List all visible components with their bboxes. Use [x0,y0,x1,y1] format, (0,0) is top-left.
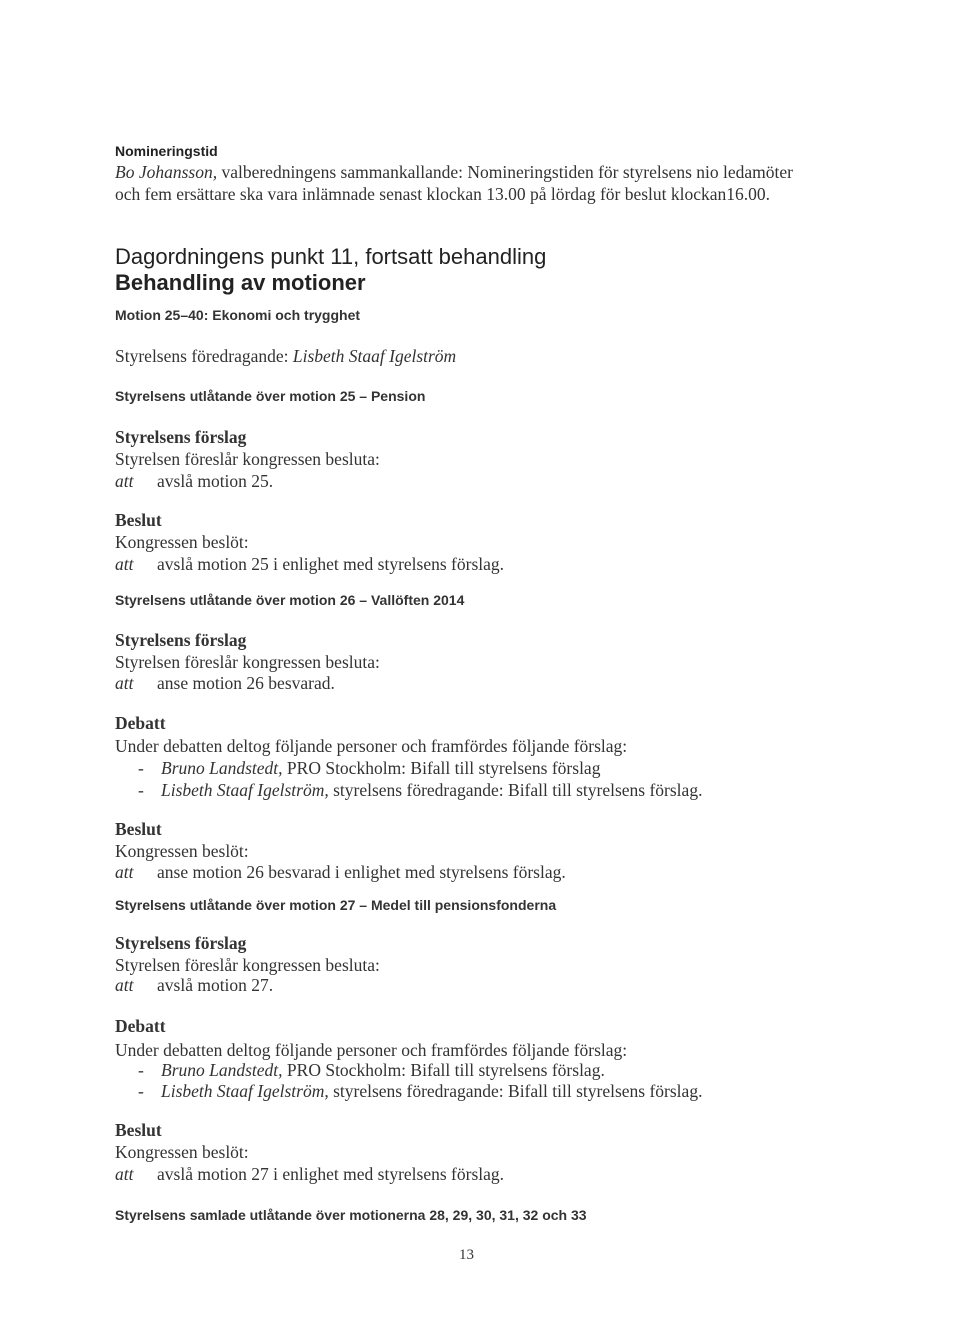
motion-27-debatt-item [138,1060,605,1081]
motion-25-beslut-intro: Kongressen beslöt: [115,532,249,552]
motion-25-beslut-att [115,554,504,575]
page-number: 13 [459,1247,474,1263]
att-label: att [115,471,134,491]
motion-26-forslag-att [115,673,335,694]
motion-27-debatt-heading: Debatt [115,1016,166,1036]
motion-26-beslut-intro: Kongressen beslöt: [115,841,249,861]
motion-27-beslut-att [115,1164,504,1185]
motion-25-heading: Styrelsens utlåtande över motion 25 – Pension [115,388,426,404]
att-text: anse motion 26 besvarad. [157,673,335,693]
speaker-name: Bo Johansson, [115,162,218,182]
motion-26-forslag-heading: Styrelsens förslag [115,630,247,650]
nominering-heading: Nomineringstid [115,143,218,159]
speaker-text: styrelsens föredragande: Bifall till styrelsens förslag. [328,1081,703,1101]
att-label: att [115,975,134,995]
presenter-line [115,346,456,367]
motion-group-subtitle: Motion 25–40: Ekonomi och trygghet [115,307,361,323]
motion-27-forslag-att [115,975,273,996]
motion-25-forslag-att [115,471,273,492]
motion-26-beslut-att [115,862,566,883]
speaker-text: PRO Stockholm: Bifall till styrelsens förslag [282,758,601,778]
nominering-line-1 [115,162,793,183]
list-dash: - [138,758,144,778]
nominering-line-2: och fem ersättare ska vara inlämnade senast klockan 13.00 på lördag för beslut klockan16.00. [115,184,771,204]
speaker-name: Lisbeth Staaf Igelström, [161,780,329,800]
att-text: avslå motion 25 i enlighet med styrelsens förslag. [157,554,505,574]
att-label: att [115,1164,134,1184]
motion-27-beslut-intro: Kongressen beslöt: [115,1142,249,1162]
speaker-name: Bruno Landstedt, [161,1060,283,1080]
samlade-heading: Styrelsens samlade utlåtande över motionerna 28, 29, 30, 31, 32 och 33 [115,1207,587,1223]
list-dash: - [138,1060,144,1080]
att-text: avslå motion 25. [157,471,274,491]
motion-27-debatt-intro: Under debatten deltog följande personer och framfördes följande förslag: [115,1040,628,1060]
motion-27-forslag-heading: Styrelsens förslag [115,933,247,953]
att-text: avslå motion 27. [157,975,274,995]
presenter-name: Lisbeth Staaf Igelström [292,346,457,366]
motion-26-heading: Styrelsens utlåtande över motion 26 – Vallöften 2014 [115,592,465,608]
speaker-text: styrelsens föredragande: Bifall till styrelsens förslag. [328,780,703,800]
motion-26-forslag-intro: Styrelsen föreslår kongressen besluta: [115,652,380,672]
motion-27-heading: Styrelsens utlåtande över motion 27 – Medel till pensionsfonderna [115,897,557,913]
att-label: att [115,554,134,574]
motion-26-debatt-item [138,758,600,779]
att-text: avslå motion 27 i enlighet med styrelsens förslag. [157,1164,505,1184]
motion-25-forslag-heading: Styrelsens förslag [115,427,247,447]
list-dash: - [138,1081,144,1101]
motion-26-debatt-intro: Under debatten deltog följande personer och framfördes följande förslag: [115,736,628,756]
list-dash: - [138,780,144,800]
nominering-text-1: valberedningens sammankallande: Nomineringstiden för styrelsens nio ledamöter [217,162,793,182]
agenda-title: Dagordningens punkt 11, fortsatt behandling [115,244,547,269]
att-text: anse motion 26 besvarad i enlighet med styrelsens förslag. [157,862,566,882]
speaker-text: PRO Stockholm: Bifall till styrelsens förslag. [282,1060,605,1080]
motion-27-forslag-intro: Styrelsen föreslår kongressen besluta: [115,955,380,975]
motion-26-beslut-heading: Beslut [115,819,162,839]
att-label: att [115,673,134,693]
motion-25-beslut-heading: Beslut [115,510,162,530]
presenter-label: Styrelsens föredragande: [115,346,293,366]
att-label: att [115,862,134,882]
motion-26-debatt-item [138,780,702,801]
motion-25-forslag-intro: Styrelsen föreslår kongressen besluta: [115,449,380,469]
motion-26-debatt-heading: Debatt [115,713,166,733]
speaker-name: Bruno Landstedt, [161,758,283,778]
motion-27-debatt-item [138,1081,702,1102]
section-title: Behandling av motioner [115,270,366,295]
speaker-name: Lisbeth Staaf Igelström, [161,1081,329,1101]
motion-27-beslut-heading: Beslut [115,1120,162,1140]
